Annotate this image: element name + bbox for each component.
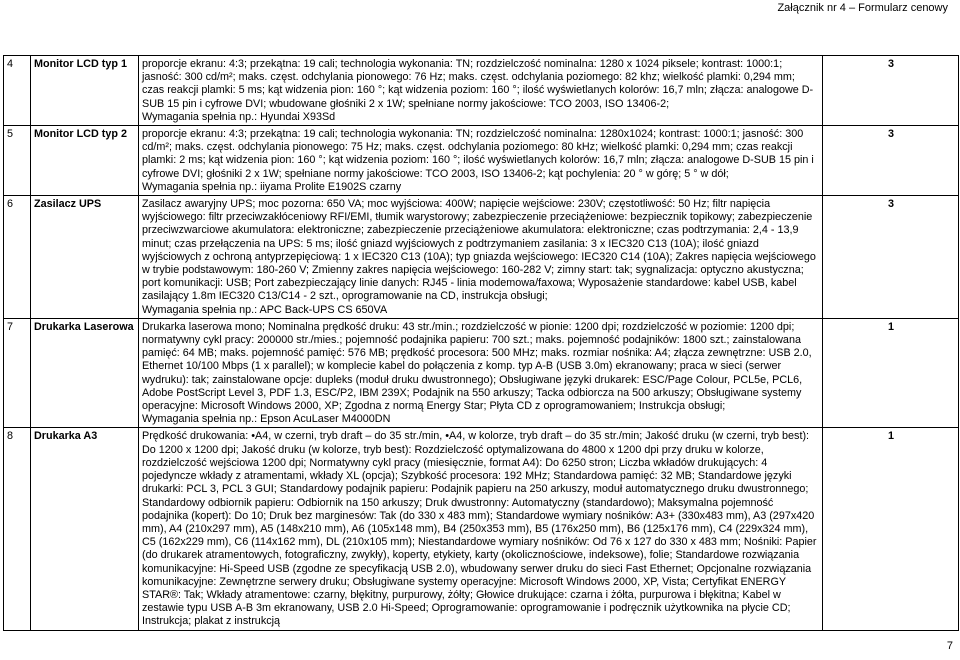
table-body — [4, 56, 959, 631]
product-name: Monitor LCD typ 1 — [31, 56, 139, 126]
product-description — [139, 126, 823, 196]
description-text: proporcje ekranu: 4:3; przekątna: 19 cali; technologia wykonania: TN; rozdzielczość nominalna: 1280x1024; kontrast: 1000:1; jasność: 300 cd/m²; maks. częst. odchylania pionowego: 75 Hz; maks. częst. odchylania poziomego: 80 kHz; wielkość plamki: 0,294 mm; czas reakcji plamki: 2 ms; kąt widzenia pion: 160 °; kąt widzenia poziom: 160 °; ilość wyświetlanych kolorów: 16,7 mln; złącza: analogowe D-SUB 15 pin i cyfrowe DVI; głośniki 2 x 1W; spełniane normy jakościowe: TCO 2003, ISO 13406-2; kąt pochylenia: 20 ° w górę; 5 ° w dół; — [142, 128, 814, 180]
quantity: 3 — [823, 196, 959, 319]
table-row — [4, 428, 959, 630]
quantity: 3 — [823, 56, 959, 126]
quantity: 1 — [823, 318, 959, 428]
row-number: 8 — [4, 428, 31, 630]
document-header: Załącznik nr 4 – Formularz cenowy — [777, 2, 948, 14]
description-text: Drukarka laserowa mono; Nominalna prędkość druku: 43 str./min.; rozdzielczość w pionie: 1200 dpi; rozdzielczość w poziomie: 1200 dpi; normatywny cykl pracy: 200000 str./mies.; pojemność podajnika papieru: 700 szt.; maks. pojemność podajników: 1800 szt.; zainstalowana pamięć: 64 MB; maks. pojemność pamięć: 576 MB; prędkość procesora: 500 MHz; maks. rozmiar nośnika: A4; złącza zewnętrzne: USB 2.0, Ethernet 10/100 Mbps (1 x parallel); w komplecie kabel do połączenia z komp. typ A-B (USB 3.0m) ekranowany; praca w sieci (serwer wydruku): tak; zainstalowane opcje: dupleks (moduł druku dwustronnego); Obsługiwane języki drukarek: ESC/Page Colour, PCL5e, PCL6, Adobe PostScript Level 3, PDF 1.3, ESC/P2, IBM 239X; Podajnik na 550 arkuszy; Tacka odbiorcza na 500 arkuszy; Obsługiwane systemy operacyjne: Microsoft Windows 2000, XP; Zgodna z normą Energy Star; Płyta CD z oprogramowaniem; Instrukcja obsługi; — [142, 320, 812, 413]
product-name: Drukarka Laserowa — [31, 318, 139, 428]
requirement-example: Wymagania spełnia np.: iiyama Prolite E1902S czarny — [142, 180, 402, 193]
product-description — [139, 196, 823, 319]
requirement-example: Wymagania spełnia np.: Epson AcuLaser M4000DN — [142, 413, 391, 426]
price-form-table — [3, 55, 959, 631]
row-number: 7 — [4, 318, 31, 428]
table-row — [4, 318, 959, 428]
table-row — [4, 56, 959, 126]
description-text: Prędkość drukowania: •A4, w czerni, tryb draft – do 35 str./min, •A4, w kolorze, tryb draft – do 35 str./min; Jakość druku (w czerni, tryb best): Do 1200 x 1200 dpi; Jakość druku (w kolorze, tryb best): Rozdzielczość optymalizowana do 4800 x 1200 dpi przy druku w kolorze, rozdzielczość wejściowa 1200 dpi; Normatywny cykl pracy (miesięcznie, format A4): Do 6250 stron; Liczba wkładów drukujących: 4 pojedyncze wkłady z atramentami, wkłady XL (opcja); Szybkość procesora: 192 MHz; Standardowa pamięć: 32 MB; Standardowe języki drukarki: PCL 3, PCL 3 GUI; Standardowy podajnik papieru: Podajnik papieru na 250 arkuszy, moduł automatycznego druku dwustronnego; Standardowy odbiornik papieru: Odbiornik na 150 arkuszy; Druk dwustronny: Automatyczny (standardowo); Maksymalna pojemność podajnika (kopert): Do 10; Druk bez marginesów: Tak (do 330 x 483 mm); Standardowe wymiary nośników: A3+ (330x483 mm), A3 (297x420 mm), A4 (210x297 mm), A5 (148x210 mm), A6 (105x148 mm), B4 (250x353 mm), B5 (176x250 mm), B6 (125x176 mm), C4 (229x324 mm), C5 (162x229 mm), C6 (114x162 mm), DL (210x105 mm); Niestandardowe wymiary nośników: Od 76 x 127 do 330 x 483 mm; Nośniki: Papier (do drukarek atramentowych, fotograficzny, zwykły), koperty, etykiety, karty (okolicznościowe, indeksowe), folie; Standardowe rozwiązania komunikacyjne: Hi-Speed USB (zgodne ze specyfikacją USB 2.0), wbudowany serwer druku do sieci Fast Ethernet; Opcjonalne rozwiązania komunikacyjne: Zewnętrzne serwery druku; Obsługiwane systemy operacyjne: Microsoft Windows 2000, XP, Vista; Certyfikat ENERGY STAR®: Tak; Wkłady atramentowe: czarny, błękitny, purpurowy, żółty; Głowice drukujące: czarna i żółta, purpurowa i błękitna; Kabel w zestawie typu USB A-B 3m ekranowany, USB 2.0 Hi-Speed; Oprogramowanie: oprogramowanie i podręcznik użytkownika na płycie CD; Instrukcja; plakat z instrukcją — [142, 430, 817, 628]
description-text: Zasilacz awaryjny UPS; moc pozorna: 650 VA; moc wyjściowa: 400W; napięcie wejściowe: 230V; częstotliwość: 50 Hz; filtr napięcia wyjściowego: filtr przeciwzakłóceniowy RFI/EMI, tłumik warystorowy; zabezpieczenie przeciążeniowe: bezpiecznik topikowy; zabezpieczenie przeciwzwarciowe akumulatora: elektroniczne; zabezpieczenie przeciążeniowe akumulatora: elektroniczne; czas podtrzymania: 2,4 - 13,9 minut; czas przełączenia na UPS: 5 ms; ilość gniazd wyjściowych z podtrzymaniem zasilania: 3 x IEC320 C13 (10A); ilość gniazd wyjściowych z ochroną antyprzepięciową: 1 x IEC320 C13 (10A); typ gniazda wejściowego: IEC320 C14 (10A); Zakres napięcia wejściowego w trybie podstawowym: 180-260 V; Zmienny zakres napięcia wejściowego: 160-282 V; zimny start: tak; sygnalizacja: optyczno akustyczna; port komunikacji: USB; Port zabezpieczający linie danych: RJ45 - linia modemowa/faxowa; Wyposażenie standardowe: kabel USB, kabel zasilający 1.8m IEC320 C13/C14 - 2 szt., oprogramowanie na CD, instrukcja obsługi; — [142, 198, 816, 303]
product-description — [139, 318, 823, 428]
product-description — [139, 428, 823, 630]
product-name: Drukarka A3 — [31, 428, 139, 630]
product-description — [139, 56, 823, 126]
row-number: 5 — [4, 126, 31, 196]
page-number: 7 — [946, 640, 953, 652]
product-name: Zasilacz UPS — [31, 196, 139, 319]
quantity: 1 — [823, 428, 959, 630]
row-number: 4 — [4, 56, 31, 126]
table-row — [4, 126, 959, 196]
quantity: 3 — [823, 126, 959, 196]
requirement-example: Wymagania spełnia np.: Hyundai X93Sd — [142, 110, 336, 123]
product-name: Monitor LCD typ 2 — [31, 126, 139, 196]
requirement-example: Wymagania spełnia np.: APC Back-UPS CS 650VA — [142, 303, 388, 316]
row-number: 6 — [4, 196, 31, 319]
description-text: proporcje ekranu: 4:3; przekątna: 19 cali; technologia wykonania: TN; rozdzielczość nominalna: 1280 x 1024 piksele; kontrast: 1000:1; jasność: 300 cd/m²; maks. częst. odchylania pionowego: 76 Hz; maks. częst. odchylania poziomego: 82 khz; wielkość plamki: 0,294 mm; czas reakcji plamki: 5 ms; kąt widzenia pion: 160 °; kąt widzenia poziom: 160 °; ilość wyświetlanych kolorów: 16,7 mln; złącza: analogowe D-SUB 15 pin i cyfrowe DVI; wbudowane głośniki 2 x 1W; spełniane normy jakościowe: TCO 2003, ISO 13406-2; — [142, 58, 814, 110]
table-row — [4, 196, 959, 319]
